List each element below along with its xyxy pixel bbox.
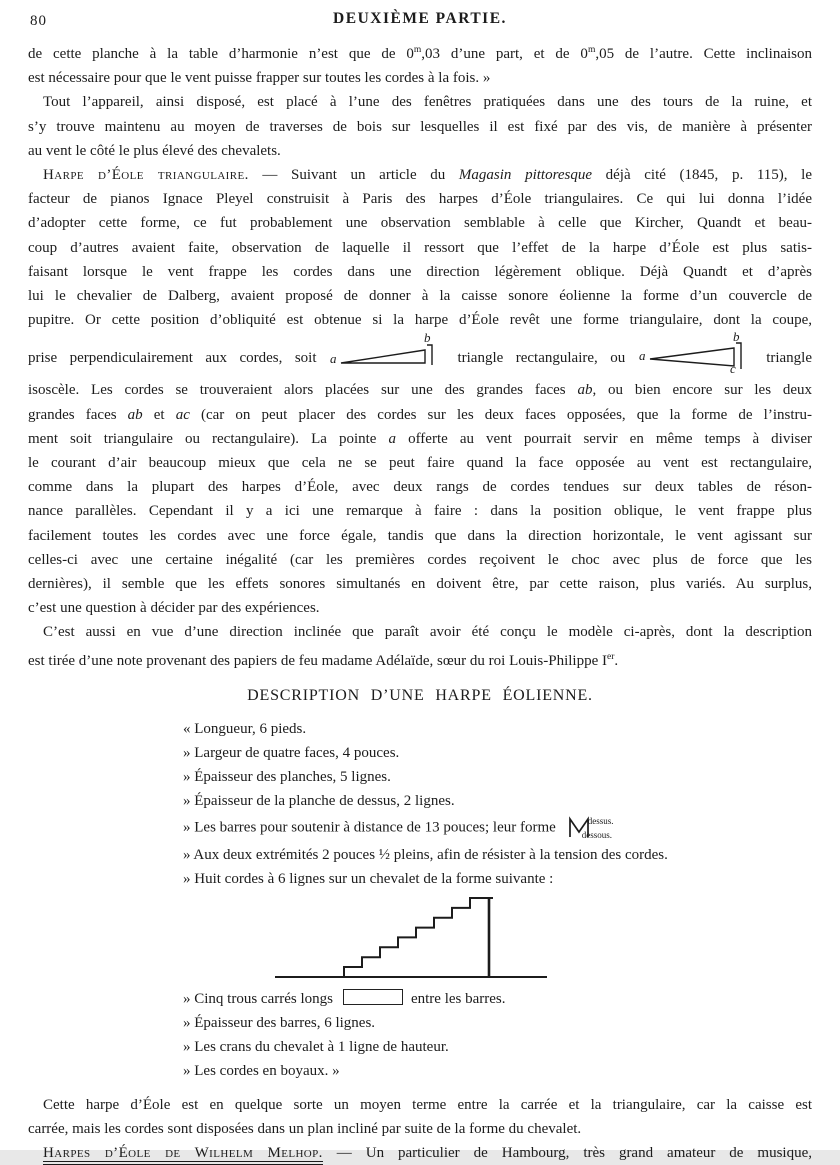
text-line: lui le chevalier de Dalberg, avaient proposé de donner à la caisse sonore éolienne la forme d’un couvercle de — [28, 288, 812, 305]
text-line: d’adopter cette forme, ce fut probablement une observation semblable à celle que Kircher, Quandt et beau- — [28, 215, 812, 232]
text-line: est tirée d’une note provenant des papiers de feu madame Adélaïde, sœur du roi Louis-Philippe Ier. — [28, 651, 619, 669]
text-run: prise perpendiculairement aux cordes, soit — [28, 350, 317, 367]
text-line: grandes faces ab et ac (car on peut placer des cordes sur les deux faces opposées, que la forme de l’instru- — [28, 406, 812, 423]
text-line: pupitre. Or cette position d’obliquité est obtenue si la harpe d’Éole revêt une forme triangulaire, dont la coupe, — [28, 312, 812, 329]
paragraph-melhop — [28, 1141, 812, 1165]
underlined-smallcaps-lead: Harpes d’Éole de Wilhelm Melhop. — [43, 1145, 323, 1165]
text-line: Tout l’appareil, ainsi disposé, est placé à l’une des fenêtres pratiquées dans une des tours de la ruine, et — [43, 94, 812, 111]
diagram-label-dessus: dessus. — [587, 815, 614, 826]
list-item: » Épaisseur de la planche de dessus, 2 lignes. — [183, 792, 455, 809]
text-run: — Un particulier de Hambourg, très grand amateur de musique, — [336, 1145, 813, 1162]
smallcaps-lead: Harpe d’Éole triangulaire. — [43, 167, 249, 184]
text-line: coup d’autres avaient faite, observation de laquelle il ressort que l’effet de la harpe d’Éole est plus satis- — [28, 239, 812, 256]
bridge-figure — [275, 893, 812, 981]
paragraph-apparatus — [28, 90, 812, 163]
text-run: — Suivant un article du Magasin pittoresque déjà cité (1845, p. 115), le — [262, 167, 812, 184]
triangle-label-a: a — [330, 351, 337, 367]
triangle-diagram-line — [28, 329, 813, 378]
text-line: isoscèle. Les cordes se trouveraient alors placées sur une des grandes faces ab, ou bien encore sur les deux — [28, 382, 813, 399]
list-item: » Huit cordes à 6 lignes sur un chevalet de la forme suivante : — [183, 870, 554, 887]
isoceles-triangle-diagram — [638, 329, 754, 377]
text-run: entre les barres. — [410, 990, 506, 1007]
text-line: Cette harpe d’Éole est en quelque sorte un moyen terme entre la carrée et la triangulaire, car la caisse est — [43, 1096, 812, 1113]
running-title: DEUXIÈME PARTIE. — [333, 10, 507, 27]
text-run: triangle — [766, 350, 813, 367]
list-item: » Les cordes en boyaux. » — [183, 1062, 340, 1079]
list-item: « Longueur, 6 pieds. — [183, 720, 307, 737]
text-line: est nécessaire pour que le vent puisse frapper sur toutes les cordes à la fois. » — [28, 70, 491, 87]
text-line: facteur de pianos Ignace Pleyel construisit à Paris des harpes d’Éole triangulaires. Ce qui lui donna l’idée — [28, 191, 812, 208]
paragraph-harpe-triangulaire — [28, 163, 812, 620]
text-run: triangle rectangulaire, ou — [457, 350, 626, 367]
bar-profile-diagram — [562, 813, 642, 843]
triangle-label-b: b — [732, 329, 740, 345]
triangle-label-b: b — [424, 330, 431, 346]
staircase-chevalet-drawing — [275, 893, 547, 981]
section-heading: DESCRIPTION D’UNE HARPE ÉOLIENNE. — [247, 686, 593, 704]
description-list — [183, 717, 812, 891]
description-list-continued — [183, 987, 812, 1083]
list-item-holes — [183, 987, 812, 1011]
text-line: faisant lorsque le vent frappe les cordes dans une direction légèrement oblique. Déjà Quandt et d’après — [28, 263, 812, 280]
text-line: comme dans la plupart des harpes d’Éole, avec deux rangs de cordes tendues sur deux tables de réson- — [28, 479, 812, 496]
text-line — [28, 1141, 812, 1165]
list-item-bars — [183, 813, 812, 843]
page-number: 80 — [30, 13, 47, 29]
diagram-label-dessous: dessous. — [581, 829, 613, 840]
text-run: » Les barres pour soutenir à distance de 13 pouces; leur forme — [183, 819, 556, 836]
list-item: » Largeur de quatre faces, 4 pouces. — [183, 744, 400, 761]
text-line: ment soit triangulaire ou rectangulaire). La pointe a offerte au vent pourrait servir en même temps à diviser — [28, 430, 813, 447]
hole-rectangle-icon — [343, 989, 403, 1005]
list-item: » Les crans du chevalet à 1 ligne de hauteur. — [183, 1038, 449, 1055]
text-run: » Cinq trous carrés longs — [183, 990, 333, 1007]
paragraph-continuation — [28, 38, 812, 90]
text-line: nance parallèles. Cependant il y a ici une remarque à faire : dans la position oblique, le vent frappe plus — [28, 503, 812, 520]
text-line: au vent le côté le plus élevé des chevalets. — [28, 142, 281, 159]
text-line: C’est aussi en vue d’une direction inclinée que paraît avoir été conçu le modèle ci-après, dont la description — [43, 624, 812, 641]
triangle-label-a: a — [638, 348, 646, 364]
paragraph-modele — [28, 620, 812, 672]
list-item: » Épaisseur des planches, 5 lignes. — [183, 768, 391, 785]
right-triangle-diagram — [329, 332, 445, 368]
text-line: dernières), il semble que les effets sonores simultanés en doivent être, par cette raison, plus variés. Au surplus, — [28, 576, 812, 593]
text-line: de cette planche à la table d’harmonie n’est que de 0$^m$,03 d’une part, et de 0$^m$,05 de l’autre. Cette inclinaison — [28, 45, 812, 62]
text-line — [28, 163, 812, 187]
list-item: » Aux deux extrémités 2 pouces ½ pleins, afin de résister à la tension des cordes. — [183, 846, 668, 863]
text-line: carrée, mais les cordes sont disposées dans un plan incliné par suite de la forme du chevalet. — [28, 1121, 582, 1138]
list-item: » Épaisseur des barres, 6 lignes. — [183, 1014, 376, 1031]
text-line: c’est une question à décider par des expériences. — [28, 600, 320, 617]
paragraph-conclusion — [28, 1093, 812, 1141]
text-line: le courant d’air beaucoup mieux que cela ne se peut faire quand la face opposée au vent est rectangulaire, — [28, 455, 812, 472]
triangle-label-c: c — [729, 361, 736, 377]
page-header — [28, 10, 812, 32]
text-line: facilement toutes les cordes avec une force égale, tandis que dans la direction horizontale, le vent agissant sur — [28, 527, 812, 544]
text-line: s’y trouve maintenu au moyen de traverses de bois sur lesquelles il est fixé par des vis, de manière à présenter — [28, 118, 812, 135]
text-line: celles-ci avec une certaine inégalité (car les premières cordes reçoivent le choc avec plus de force que les — [28, 551, 812, 568]
